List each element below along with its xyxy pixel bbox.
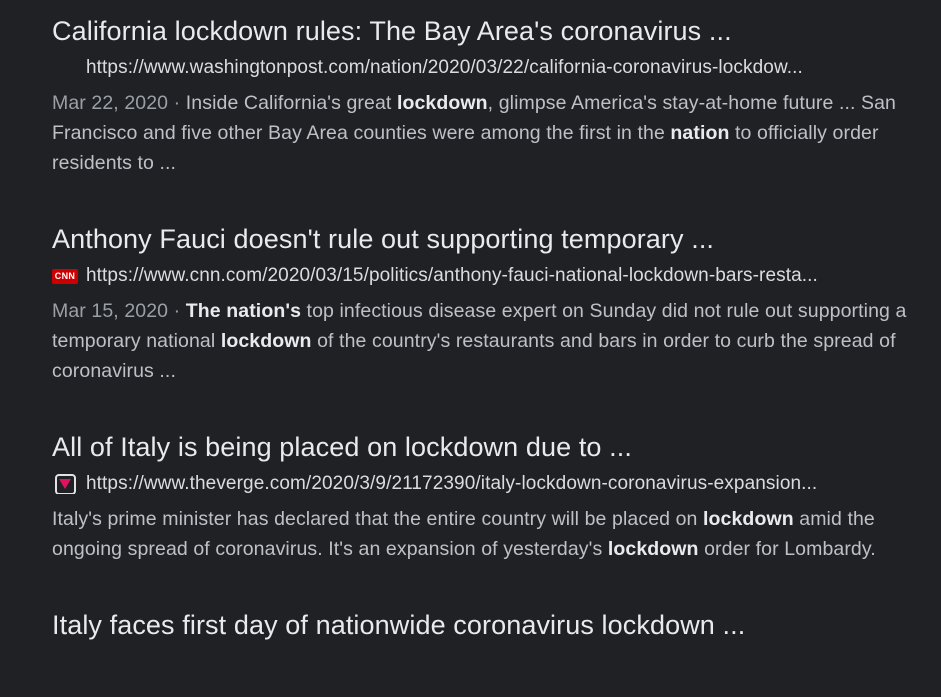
search-result [0,608,941,642]
result-snippet [52,504,913,564]
result-url[interactable]: https://www.theverge.com/2020/3/9/21172390/italy-lockdown-coronavirus-expansion... [86,473,818,494]
snippet-highlight: lockdown [220,330,312,352]
blank-favicon-icon [52,58,78,78]
result-date: Mar 15, 2020 [52,300,169,322]
snippet-text: to officially order residents to ... [52,122,879,174]
search-result [0,430,941,564]
result-url-row[interactable] [52,472,913,496]
result-url[interactable]: https://www.washingtonpost.com/nation/2020/03/22/california-coronavirus-lockdow... [86,57,803,78]
result-snippet [52,296,913,386]
snippet-highlight: nation [670,122,730,144]
verge-favicon-mark [55,474,76,494]
result-date: Mar 22, 2020 [52,92,169,114]
search-result [0,222,941,386]
result-date-separator: · [168,300,181,322]
snippet-text: , glimpse America's stay-at-home future ... San Francisco and five other Bay Area counties were among the first in the [52,92,897,144]
result-url-row[interactable] [52,56,913,80]
snippet-highlight: The nation's [185,300,302,322]
result-url[interactable]: https://www.cnn.com/2020/03/15/politics/anthony-fauci-national-lockdown-bars-resta... [86,265,818,286]
cnn-favicon-label: CNN [52,269,78,284]
snippet-highlight: lockdown [607,538,699,560]
verge-favicon-icon [52,474,78,494]
result-date-separator: · [168,92,181,114]
snippet-highlight: lockdown [396,92,488,114]
cnn-favicon-icon [52,266,78,286]
snippet-text: top infectious disease expert on Sunday did not rule out supporting a temporary national [52,300,907,352]
result-title-link[interactable]: Anthony Fauci doesn't rule out supporting temporary ... [52,224,715,254]
search-result [0,14,941,178]
result-url-row[interactable] [52,264,913,288]
verge-triangle-icon [59,479,71,489]
snippet-text: order for Lombardy. [698,538,876,560]
snippet-text: Italy's prime minister has declared that the entire country will be placed on [52,508,704,530]
result-title-link[interactable]: California lockdown rules: The Bay Area's coronavirus ... [52,16,732,46]
snippet-text: of the country's restaurants and bars in order to curb the spread of coronavirus ... [52,330,896,382]
result-title-link[interactable]: All of Italy is being placed on lockdown due to ... [52,432,632,462]
snippet-text: Inside California's great [180,92,397,114]
result-snippet [52,88,913,178]
snippet-text: amid the ongoing spread of coronavirus. It's an expansion of yesterday's [52,508,875,560]
result-title-link[interactable]: Italy faces first day of nationwide coronavirus lockdown ... [52,610,746,640]
snippet-highlight: lockdown [703,508,794,530]
